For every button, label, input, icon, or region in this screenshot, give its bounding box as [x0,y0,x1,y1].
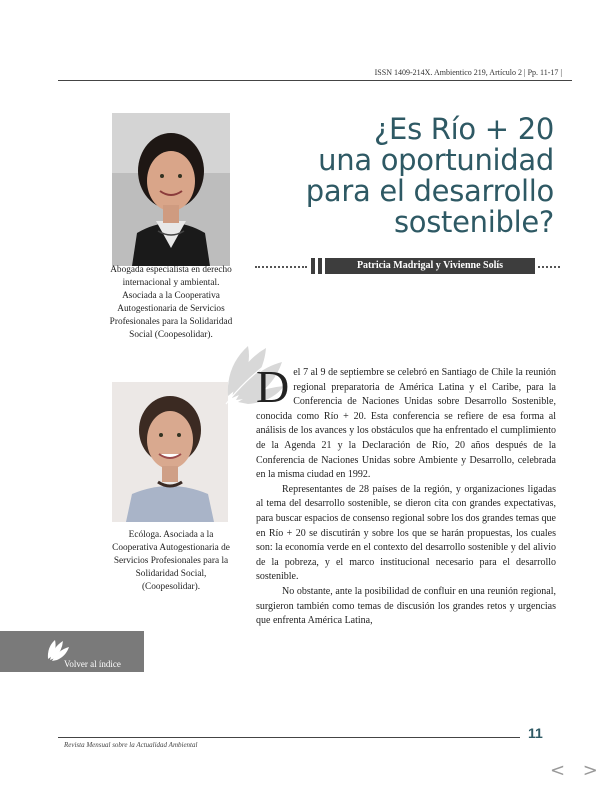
back-to-index-button[interactable] [0,631,144,672]
title-line-3: para el desarrollo [305,174,554,208]
author-1-caption: Abogada especialista en derecho internacional y ambiental. Asociada a la Cooperativa Autogestionaria de Servicios Profesionales para la Solidaridad Social (Coopesolidar). [109,265,233,340]
drop-cap: D [256,361,290,412]
paragraph-1 [256,361,556,483]
back-to-index-label: Volver al índice [64,659,121,669]
title-line-4: sostenible? [393,205,554,239]
dotted-rule-right [538,266,560,268]
page-nav-arrows[interactable]: < > [550,760,604,781]
author-photo-2 [112,382,228,522]
header-rule [58,80,572,81]
header-citation: ISSN 1409-214X. Ambientico 219, Artículo 2 | Pp. 11-17 | [374,68,562,77]
journal-name: Revista Mensual sobre la Actualidad Ambiental [64,741,198,749]
paragraph-1-text: el 7 al 9 de septiembre se celebró en Santiago de Chile la reunión regional preparatoria de América Latina y el Caribe, para la Conferencia de Naciones Unidas sobre Desarrollo Sostenible, conocida como Río + 20. Esta conferencia se refiere de esa forma al análisis de los avances y los obstáculos que ha enfrentado el cumplimiento de la Agenda 21 y la Declaración de Río, 20 años después de la Conferencia de Naciones Unidas sobre Ambiente y Desarrollo, celebrada en la misma ciudad en 1992. [256,367,556,481]
article-body [256,361,556,629]
bar-mark [311,258,315,274]
article-title [254,114,554,238]
footer-rule [58,737,520,738]
title-line-2: una oportunidad [318,143,554,177]
author-2-caption: Ecóloga. Asociada a la Cooperativa Autogestionaria de Servicios Profesionales para la Solidaridad Social, (Coopesolidar). [112,530,230,592]
dotted-rule-left [255,266,307,268]
paragraph-2: Representantes de 28 países de la región, y organizaciones ligadas al tema del desarrollo sostenible, se dieron cita con grandes expectativas, para buscar espacios de consenso regional sobre los dos grandes temas que en Río + 20 se discutirán y sobre los que se harán propuestas, los cuales son: la economía verde en el contexto del desarrollo sostenible y del alivio de la pobreza, y el marco institucional necesario para el desarrollo sostenible. [256,483,556,583]
author-photo-1 [112,113,230,266]
title-line-1: ¿Es Río + 20 [373,112,554,146]
bar-mark [318,258,322,274]
authors-label: Patricia Madrigal y Vivienne Solís [325,258,535,274]
authors-bar [255,258,560,274]
paragraph-3: No obstante, ante la posibilidad de confluir en una reunión regional, surgieron también como temas de discusión los grandes retos y urgencias que enfrenta América Latina, [256,585,556,627]
page-number: 11 [528,725,543,741]
